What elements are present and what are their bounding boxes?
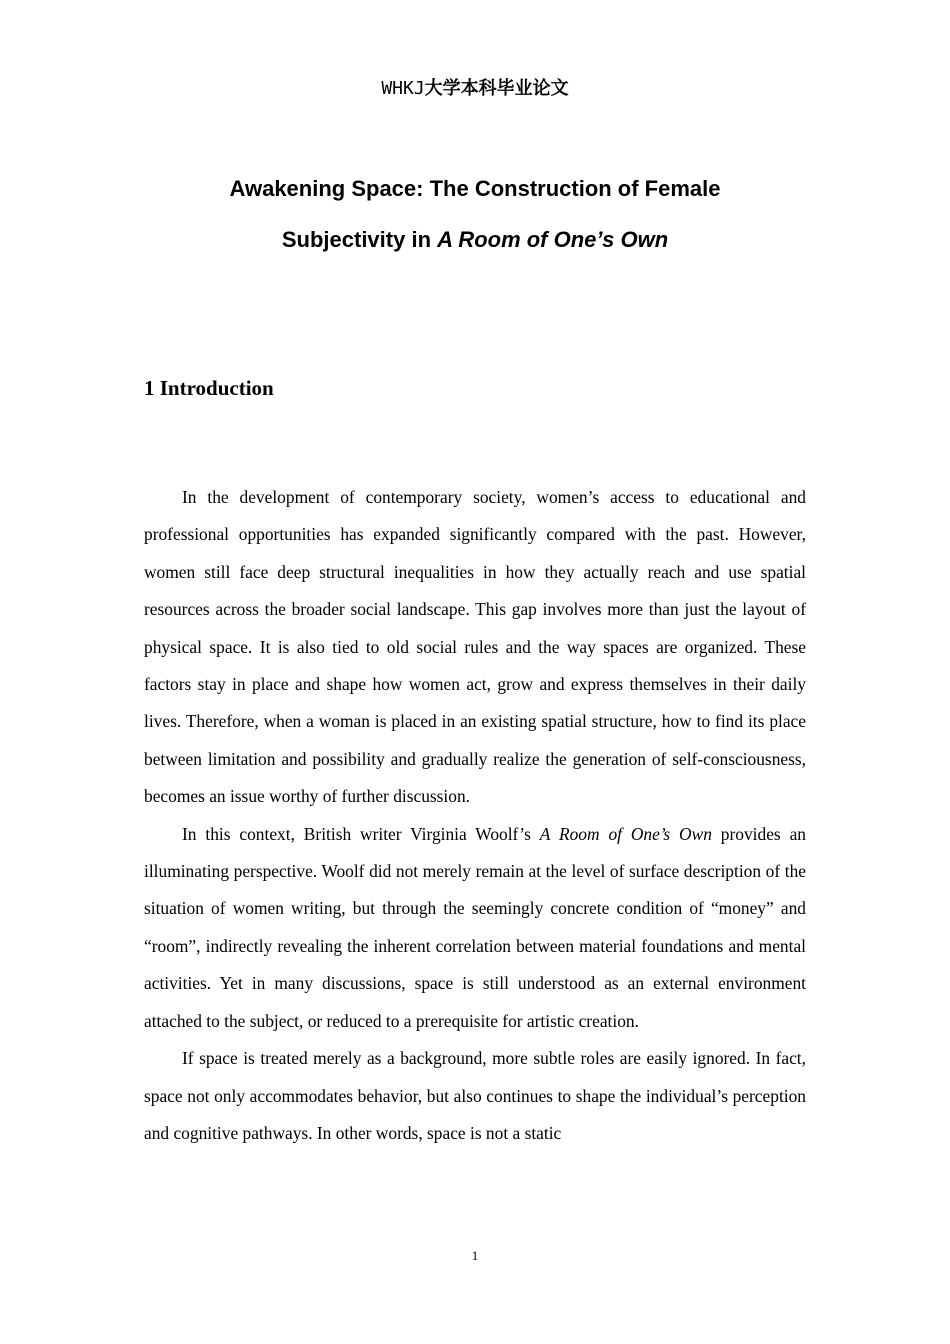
paragraph-2-italic-work: A Room of One’s Own bbox=[539, 823, 712, 844]
running-header bbox=[0, 74, 950, 100]
paper-title-line-1: Awakening Space: The Construction of Female bbox=[229, 176, 721, 201]
paragraph-2 bbox=[144, 816, 806, 1040]
paragraph-2-start: In this context, British writer Virginia Woolf’s bbox=[182, 823, 540, 844]
body-text bbox=[144, 479, 806, 1152]
paragraph-2-end: provides an illuminating perspective. Woolf did not merely remain at the level of surface description of the situation of women writing, but through the seemingly concrete condition of “money” and “room”, indirectly revealing the inherent correlation between material foundations and mental activities. Yet in many discussions, space is still understood as an external environment attached to the subject, or reduced to a prerequisite for artistic creation. bbox=[144, 823, 806, 1031]
header-chinese: 大学本科毕业论文 bbox=[424, 78, 569, 99]
page-number: 1 bbox=[471, 1248, 479, 1263]
header-latin: WHKJ bbox=[381, 78, 425, 99]
paragraph-3: If space is treated merely as a background, more subtle roles are easily ignored. In fact, space not only accommodates behavior, but also continues to shape the individual’s perception and cognitive pathways. In other words, space is not a static bbox=[144, 1048, 806, 1143]
paper-title-line-2 bbox=[0, 227, 950, 253]
title-italic-work: A Room of One’s Own bbox=[437, 227, 669, 252]
section-heading: 1 Introduction bbox=[144, 376, 274, 400]
paragraph-1: In the development of contemporary society, women’s access to educational and professional opportunities has expanded significantly compared with the past. However, women still face deep structural inequalities in how they actually reach and use spatial resources across the broader social landscape. This gap involves more than just the layout of physical space. It is also tied to old social rules and the way spaces are organized. These factors stay in place and shape how women act, grow and express themselves in their daily lives. Therefore, when a woman is placed in an existing spatial structure, how to find its place between limitation and possibility and gradually realize the generation of self-consciousness, becomes an issue worthy of further discussion. bbox=[144, 487, 806, 807]
title-prefix: Subjectivity in bbox=[281, 227, 438, 252]
